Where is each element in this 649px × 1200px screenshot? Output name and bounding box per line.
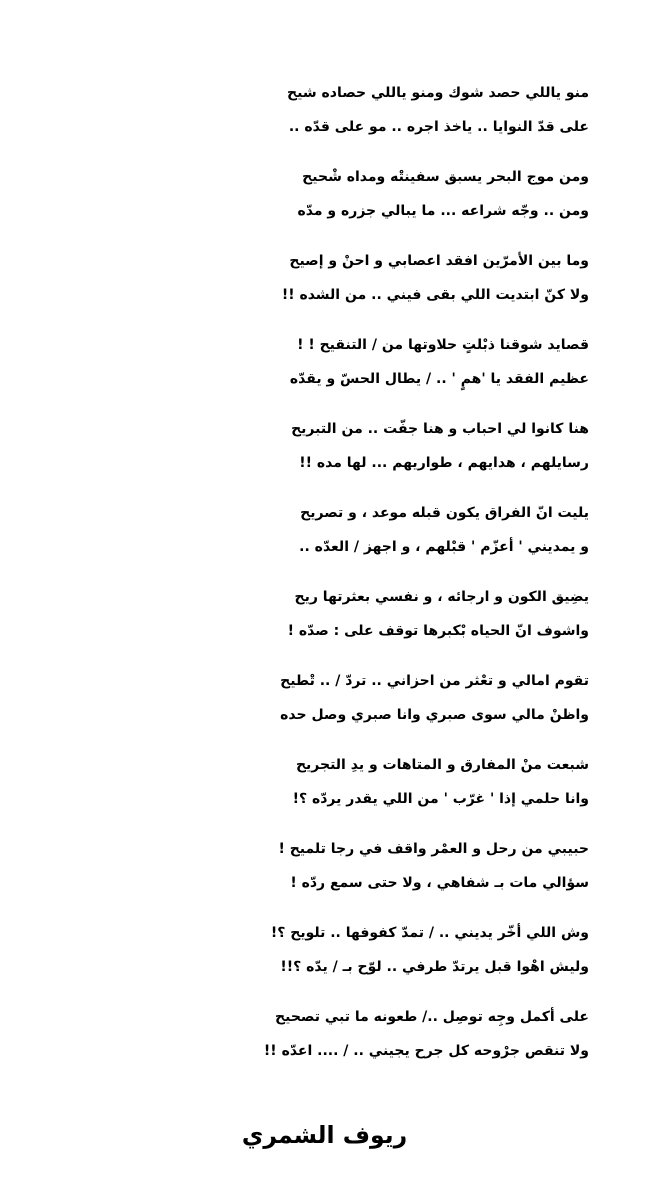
stanza [0,160,649,244]
poem-line: رسايلهم ، هدايهم ، طواريهم ... لها مده !! [299,455,589,471]
poem-line: قصايد شوقنا ذبْلتٍ حلاوتها من / التنقيح ! ! [297,337,589,353]
poem-line: واشوف انّ الحياه بْكبرها توقف على : صدّه ! [287,623,589,639]
poem-line: عظيم الفقد يا 'همٍ ' .. / يطال الحسّ و يقدّه [289,371,589,387]
poem-line: على أكمل وجِه توصِل ../ طعونه ما تبي تصحيح [275,1009,589,1025]
poem-line: منو ياللي حصد شوك ومنو ياللي حصاده شيح [287,85,589,101]
poem-line: تقوم امالي و تعْثر من احزاني .. تردّ / .. تْطيح [280,673,589,689]
stanza [0,328,649,412]
stanza [0,916,649,1000]
poem-line: هنا كانوا لي احباب و هنا جفّت .. من التبريح [291,421,589,437]
poem-line: ولا تنقص جرْوحه كل جرح يجيني .. / .... اعدّه !! [263,1043,589,1059]
poem-body [0,76,649,1084]
poem-line: يليت انّ الفراق يكون قبله موعد ، و تصريح [300,505,589,521]
stanza [0,748,649,832]
poem-line: حبيبي من رحل و العمْر واقف في رجا تلميح ! [278,841,589,857]
poem-line: ومن موج البحر يسبق سفينتْه ومداه شْحيح [302,169,589,185]
poem-line: واظنْ مالي سوى صبري وانا صبري وصل حده [280,707,589,723]
stanza [0,76,649,160]
poem-line: وانا حلمي إذا ' غرّب ' من اللي يقدر يردّه ؟! [292,791,589,807]
poem-line: وما بين الأمرّين افقد اعصابي و احنْ و إصيح [289,253,589,269]
stanza [0,1000,649,1084]
author-signature: ريوف الشمري [241,1121,408,1149]
stanza [0,412,649,496]
stanza [0,580,649,664]
poem-line: يضِيق الكون و ارجائه ، و نفسي بعثرتها ريح [294,589,589,605]
poem-line: سؤالي مات بـ شفاهي ، ولا حتى سمع ردّه ! [290,875,589,891]
poem-line: و يمديني ' أعزّم ' قبْلهم ، و اجهز / العدّه .. [299,539,589,555]
stanza [0,496,649,580]
poem-line: شبعت منْ المفارق و المتاهات و يدِ التجريح [295,757,589,773]
stanza [0,832,649,916]
stanza [0,244,649,328]
poem-line: وش اللي أخّر يديني .. / تمدّ كفوفها .. تلويح ؟! [270,925,589,941]
poem-line: وليش اهْوا قبل يرتدّ طرفي .. لوّح بـ / يدّه ؟!! [280,959,589,975]
stanza [0,664,649,748]
poem-line: ومن .. وجّه شراعه ... ما يبالي جزره و مدّه [297,203,589,219]
poem-line: ولا كنّ ابتديت اللي بقى فيني .. من الشده !! [281,287,589,303]
poem-line: على قدّ النوايا .. ياخذ اجره .. مو على قدّه .. [288,119,589,135]
